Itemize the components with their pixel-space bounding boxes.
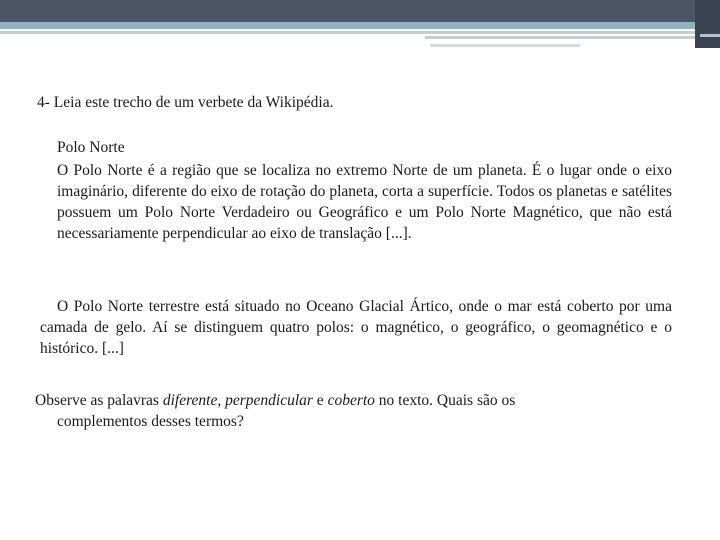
question-text-line2: complementos desses termos? xyxy=(57,413,244,430)
separator: e xyxy=(312,392,328,409)
header-corner-block xyxy=(695,0,720,48)
question-text: no texto. Quais são os xyxy=(374,392,516,409)
article-paragraph-1: O Polo Norte é a região que se localiza no extremo Norte de um planeta. É o lugar onde o eixo imaginário, diferente do eixo de rotação do planeta, corta a superfície. Todos os planetas e satélites possuem um Polo Norte Verdadeiro ou Geográfico e um Polo Norte Magnético, que não está necessariamente perpendicular ao eixo de translação [...]. xyxy=(57,162,672,242)
article-title: Polo Norte xyxy=(57,139,125,156)
term-coberto: coberto xyxy=(327,392,375,409)
question-intro: 4- Leia este trecho de um verbete da Wikipédia. xyxy=(37,94,334,111)
term-perpendicular: perpendicular xyxy=(225,392,313,409)
question-text: Observe as palavras xyxy=(35,392,163,409)
header-bar xyxy=(0,0,695,22)
separator: , xyxy=(217,392,226,409)
term-diferente: diferente xyxy=(162,392,218,409)
header-accent-line xyxy=(0,22,695,29)
question-prompt xyxy=(35,390,673,432)
header-divider-line xyxy=(0,31,695,34)
header-decor-stub xyxy=(425,36,695,39)
header-decor-stub xyxy=(700,34,720,37)
header-decor-stub xyxy=(430,44,580,47)
article-paragraph-2: O Polo Norte terrestre está situado no Oceano Glacial Ártico, onde o mar está coberto por uma camada de gelo. Aí se distinguem quatro polos: o magnético, o geográfico, o geomagnético e o histórico. [...] xyxy=(40,298,672,357)
